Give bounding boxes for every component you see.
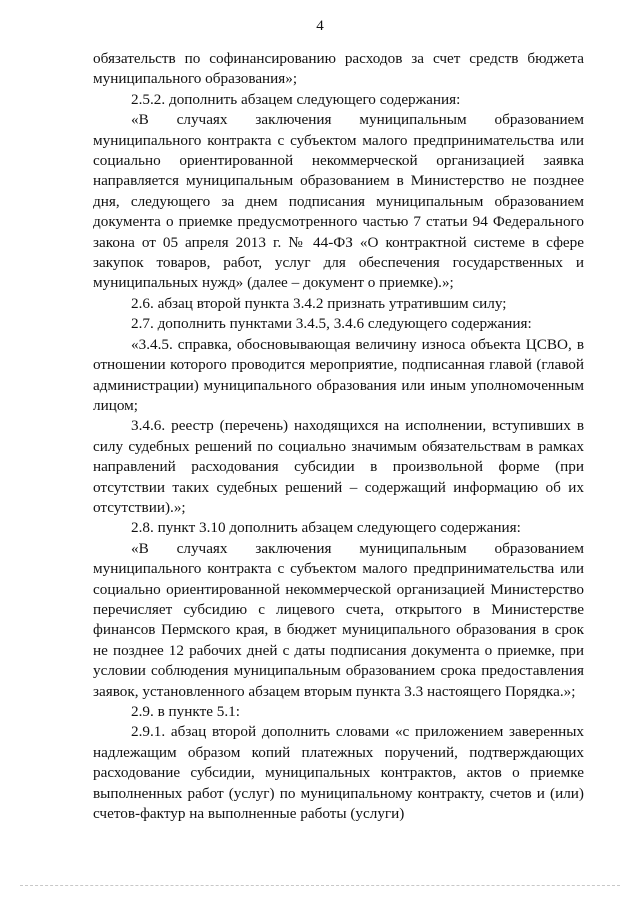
scan-edge-line [20,885,620,886]
paragraph: 3.4.6. реестр (перечень) находящихся на исполнении, вступивших в силу судебных решений по социально значимым обязательствам в рамках направлений расходования субсидии в произвольной форме (при отсутствии таких судебных решений – содержащий информацию об их отсутствии).»; [93,417,584,516]
paragraph: 2.6. абзац второй пункта 3.4.2 признать утратившим силу; [131,294,507,312]
paragraph: 2.8. пункт 3.10 дополнить абзацем следующего содержания: [131,519,521,537]
paragraph: «В случаях заключения муниципальным образованием муниципального контракта с субъектом малого предпринимательства или социально ориентированной некоммерческой организацией заявка направляется муниципальным образованием в Министерство не позднее дня, следующего за днем подписания муниципальным образованием документа о приемке предусмотренного частью 7 статьи 94 Федерального закона от 05 апреля 2013 г. № 44-ФЗ «О контрактной системе в сфере закупок товаров, работ, услуг для обеспечения государственных и муниципальных нужд» (далее – документ о приемке).»; [93,111,584,292]
paragraph: «В случаях заключения муниципальным образованием муниципального контракта с субъектом малого предпринимательства или социально ориентированной некоммерческой организацией Министерство перечисляет субсидию с лицевого счета, открытого в Министерстве финансов Пермского края, в бюджет муниципального образования в срок не позднее 12 рабочих дней с даты подписания документа о приемке, при условии соблюдения муниципальным образованием срока предоставления заявок, установленного абзацем вторым пункта 3.3 настоящего Порядка.»; [93,539,584,700]
paragraph: 2.9.1. абзац второй дополнить словами «с приложением заверенных надлежащим образом копий платежных поручений, подтверждающих расходование субсидии, муниципальных контрактов, актов о приемке выполненных работ (услуг) по муниципальному контракту, счетов и (или) счетов-фактур на выполненные работы (услуги) [93,723,584,823]
paragraph: «3.4.5. справка, обосновывающая величину износа объекта ЦСВО, в отношении которого проводится мероприятие, подписанная главой (главой администрации) муниципального образования или иным уполномоченным лицом; [93,335,584,414]
paragraph: 2.9. в пункте 5.1: [131,703,240,720]
page-number: 4 [316,18,324,34]
paragraph: 2.5.2. дополнить абзацем следующего содержания: [131,90,461,108]
paragraph: обязательств по софинансированию расходов за счет средств бюджета муниципального образования»; [93,50,584,88]
document-body [93,49,584,824]
paragraph: 2.7. дополнить пунктами 3.4.5, 3.4.6 следующего содержания: [131,315,532,333]
